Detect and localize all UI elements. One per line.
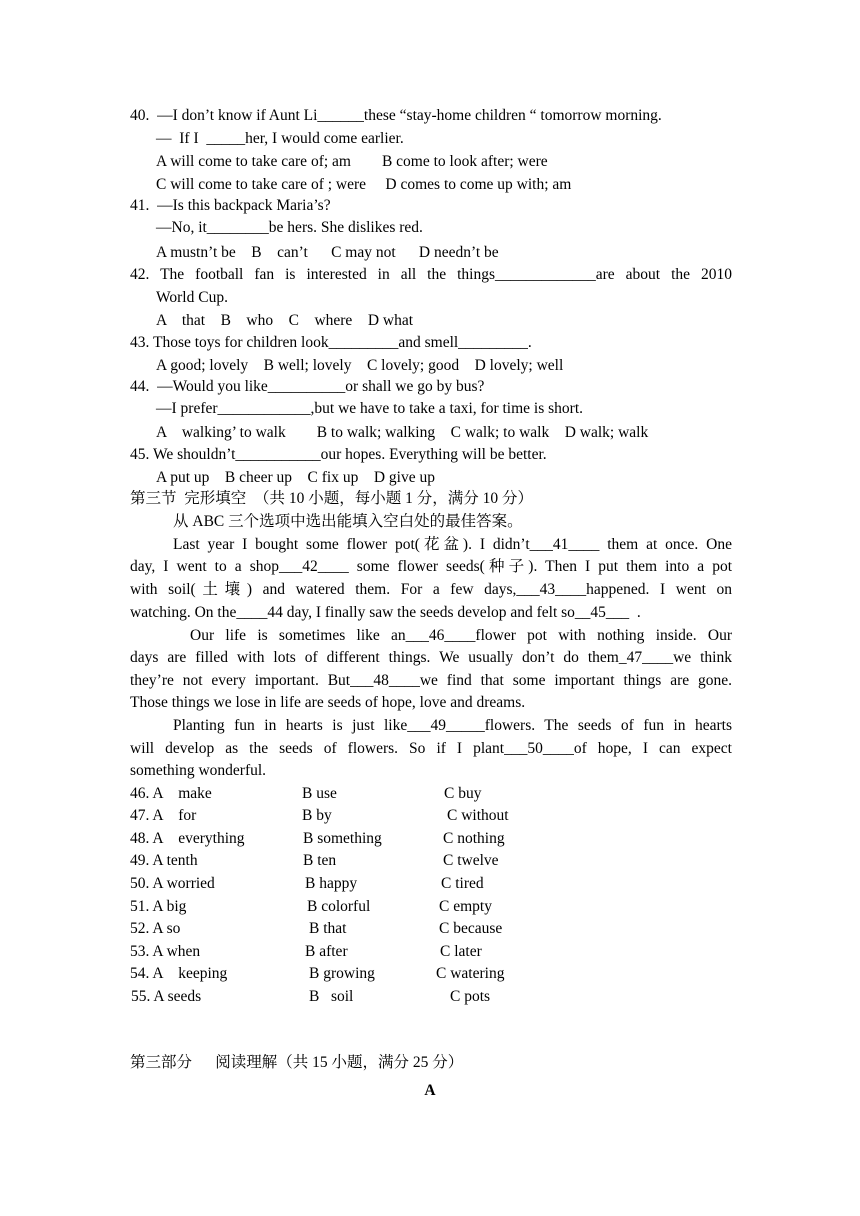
q45-stem: 45. We shouldn’t___________our hopes. Everything will be better. — [130, 446, 547, 463]
option-c: C buy — [444, 785, 482, 802]
option-c: C pots — [450, 988, 491, 1005]
q40-options-cd: C will come to take care of ; were D comes to come up with; am — [156, 176, 572, 193]
option-a: 50. A worried — [130, 875, 215, 892]
q44-stem: 44. —Would you like__________or shall we go by bus? — [130, 378, 485, 395]
q41-response: —No, it________be hers. She dislikes red. — [156, 219, 423, 236]
q43-stem: 43. Those toys for children look_________and smell_________. — [130, 334, 532, 351]
q43-options: A good; lovely B well; lovely C lovely; good D lovely; well — [156, 357, 564, 374]
option-a: 49. A tenth — [130, 852, 198, 869]
option-a: 55. A seeds — [131, 988, 202, 1005]
passage-line: day, I went to a shop___42____ some flower seeds(种子). Then I put them into a pot — [130, 558, 732, 575]
option-b: B growing — [309, 965, 375, 982]
option-c: C without — [447, 807, 509, 824]
option-c: C watering — [436, 965, 505, 982]
q41-options: A mustn’t be B can’t C may not D needn’t be — [156, 244, 499, 261]
passage-line: Planting fun in hearts is just like___49_____flowers. The seeds of fun in hearts — [173, 717, 732, 734]
section-title: 第三节 完形填空 （共 10 小题，每小题 1 分，满分 10 分） — [130, 490, 534, 507]
option-b: B use — [302, 785, 337, 802]
option-a: 51. A big — [130, 898, 187, 915]
passage-line: with soil(土壤) and watered them. For a few days,___43____happened. I went on — [130, 581, 732, 598]
option-b: B that — [309, 920, 347, 937]
passage-line: watching. On the____44 day, I finally saw the seeds develop and felt so__45___ . — [130, 604, 641, 621]
option-b: B soil — [309, 988, 354, 1005]
option-b: B colorful — [307, 898, 371, 915]
option-a: 48. A everything — [130, 830, 245, 847]
q44-options: A walking’ to walk B to walk; walking C walk; to walk D walk; walk — [156, 424, 649, 441]
q41-stem: 41. —Is this backpack Maria’s? — [130, 197, 331, 214]
option-a: 47. A for — [130, 807, 197, 824]
q40-response: — If I _____her, I would come earlier. — [156, 130, 404, 147]
q40-stem: 40. —I don’t know if Aunt Li______these “stay-home children “ tomorrow morning. — [130, 107, 662, 124]
passage-line: days are filled with lots of different things. We usually don’t do them_47____we think — [130, 649, 732, 666]
option-c: C because — [439, 920, 503, 937]
option-c: C later — [440, 943, 482, 960]
q45-options: A put up B cheer up C fix up D give up — [156, 469, 435, 486]
q40-options-ab: A will come to take care of; am B come to look after; were — [156, 153, 548, 170]
q42-stem: 42. The football fan is interested in all the things_____________are about the 2010 — [130, 266, 732, 283]
option-c: C empty — [439, 898, 492, 915]
passage-line: Those things we lose in life are seeds of hope, love and dreams. — [130, 694, 526, 711]
passage-line: Our life is sometimes like an___46____flower pot with nothing inside. Our — [190, 627, 732, 644]
option-b: B something — [303, 830, 382, 847]
q42-options: A that B who C where D what — [156, 312, 414, 329]
option-a: 52. A so — [130, 920, 181, 937]
option-c: C twelve — [443, 852, 499, 869]
option-a: 46. A make — [130, 785, 212, 802]
option-a: 54. A keeping — [130, 965, 228, 982]
option-b: B happy — [305, 875, 358, 892]
option-b: B by — [302, 807, 332, 824]
passage-label: A — [424, 1082, 436, 1099]
option-b: B after — [305, 943, 348, 960]
q42-stem-cont: World Cup. — [156, 289, 228, 306]
passage-line: will develop as the seeds of flowers. So if I plant___50____of hope, I can expect — [130, 740, 732, 757]
part-title: 第三部分 阅读理解（共 15 小题，满分 25 分） — [130, 1054, 464, 1071]
option-c: C tired — [441, 875, 484, 892]
option-a: 53. A when — [130, 943, 201, 960]
passage-line: they’re not every important. But___48____we find that some important things are gone. — [130, 672, 732, 689]
option-c: C nothing — [443, 830, 505, 847]
q44-response: —I prefer____________,but we have to take a taxi, for time is short. — [156, 400, 583, 417]
passage-line: something wonderful. — [130, 762, 267, 779]
section-instruction: 从 ABC 三个选项中选出能填入空白处的最佳答案。 — [173, 513, 523, 530]
passage-line: Last year I bought some flower pot(花盆). I didn’t___41____ them at once. One — [173, 536, 732, 553]
option-b: B ten — [303, 852, 337, 869]
